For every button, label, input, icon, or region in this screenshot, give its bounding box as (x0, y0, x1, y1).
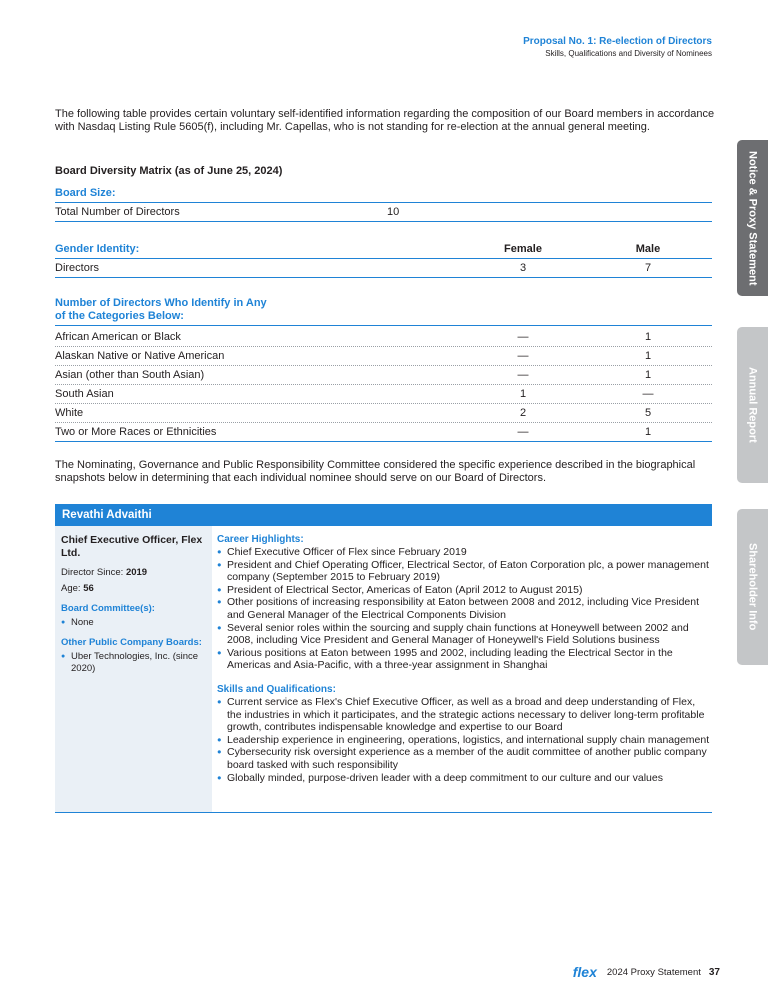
tab-notice-proxy-statement[interactable]: Notice & Proxy Statement (737, 140, 768, 296)
flex-logo: flex (572, 964, 597, 980)
nominee-summary-panel (55, 526, 212, 812)
table-row: Two or More Races or Ethnicities — 1 (55, 423, 712, 442)
career-highlights-label: Career Highlights: (217, 534, 304, 545)
career-highlight-item: ● Various positions at Eaton between 1995 and 2002, including leading the Electrical Sector in the Americas and Asia-Pacific, with a three-year assignment in Shanghai (217, 647, 712, 672)
career-highlight-item: ● President of Electrical Sector, Americas of Eaton (April 2012 to August 2015) (217, 584, 712, 597)
career-highlight-item: ● Chief Executive Officer of Flex since February 2019 (217, 546, 712, 559)
intro-paragraph: The following table provides certain voluntary self-identified information regarding the composition of our Board members in accordance with Nasdaq Listing Rule 5605(f), including Mr. Capellas, who is not standing for re-election at the annual general meeting. (55, 108, 715, 134)
table-row: Asian (other than South Asian) — 1 (55, 366, 712, 385)
tab-annual-report[interactable]: Annual Report (737, 327, 768, 483)
total-directors-value: 10 (387, 206, 400, 218)
committees-label: Board Committee(s): (61, 603, 155, 614)
total-directors-row: Total Number of Directors 10 (55, 203, 712, 222)
table-row: White 2 5 (55, 404, 712, 423)
page-header (523, 36, 712, 59)
directors-row: Directors 3 7 (55, 259, 712, 278)
male-column-header: Male (635, 243, 661, 255)
gender-identity-header: Gender Identity: Female Male (55, 240, 712, 259)
other-board-item: ● Uber Technologies, Inc. (since 2020) (61, 651, 206, 675)
page-footer (573, 964, 720, 980)
nominee-role: Chief Executive Officer, Flex Ltd. (61, 534, 203, 559)
tab-shareholder-info[interactable]: Shareholder Info (737, 509, 768, 665)
table-row: African American or Black — 1 (55, 328, 712, 347)
skill-item: ● Current service as Flex's Chief Executive Officer, as well as a broad and deep understanding of Flex, the industries in which it participates, and the strategic actions necessary to deliver long-term profitable growth, contributes indispensable knowledge and expertise to our Board (217, 696, 712, 734)
matrix-title: Board Diversity Matrix (as of June 25, 2024) (55, 165, 283, 177)
section-subtitle: Skills, Qualifications and Diversity of Nominees (545, 49, 712, 58)
footer-text: 2024 Proxy Statement (606, 966, 701, 978)
section-title: Proposal No. 1: Re-election of Directors (523, 36, 712, 47)
skill-item: ● Globally minded, purpose-driven leader with a deep commitment to our culture and our values (217, 772, 712, 785)
director-since: Director Since: 2019 (61, 567, 148, 578)
board-size-header: Board Size: (55, 184, 712, 203)
page-number: 37 (708, 966, 720, 978)
committee-item: ● None (61, 617, 206, 629)
table-row: South Asian 1 — (55, 385, 712, 404)
other-boards-label: Other Public Company Boards: (61, 637, 202, 648)
outro-paragraph: The Nominating, Governance and Public Responsibility Committee considered the specific experience described in the biographical snapshots below in determining that each individual nominee should serve on our Board of Directors. (55, 459, 696, 485)
career-highlight-item: ● Several senior roles within the sourcing and supply chain functions at Honeywell between 2002 and 2008, including Vice President and General Manager of Honeywell's Field Solutions business (217, 622, 712, 647)
nominee-age: Age: 56 (61, 583, 94, 594)
skills-label: Skills and Qualifications: (217, 683, 336, 695)
nominee-details (217, 526, 712, 784)
skill-item: ● Cybersecurity risk oversight experience as a member of the audit committee of another public company board tasked with such responsibility (217, 746, 712, 771)
nominee-card (55, 504, 712, 813)
female-column-header: Female (504, 243, 542, 255)
categories-header: Number of Directors Who Identify in Any of the Categories Below: (55, 297, 712, 326)
nominee-name: Revathi Advaithi (55, 504, 712, 526)
career-highlight-item: ● President and Chief Operating Officer, Electrical Sector, of Eaton Corporation plc, a power management company (September 2015 to February 2019) (217, 559, 712, 584)
skill-item: ● Leadership experience in engineering, operations, logistics, and international supply chain management (217, 734, 712, 747)
table-row: Alaskan Native or Native American — 1 (55, 347, 712, 366)
career-highlight-item: ● Other positions of increasing responsibility at Eaton between 2008 and 2012, including Vice President and General Manager of the Electrical Components Division (217, 596, 712, 621)
